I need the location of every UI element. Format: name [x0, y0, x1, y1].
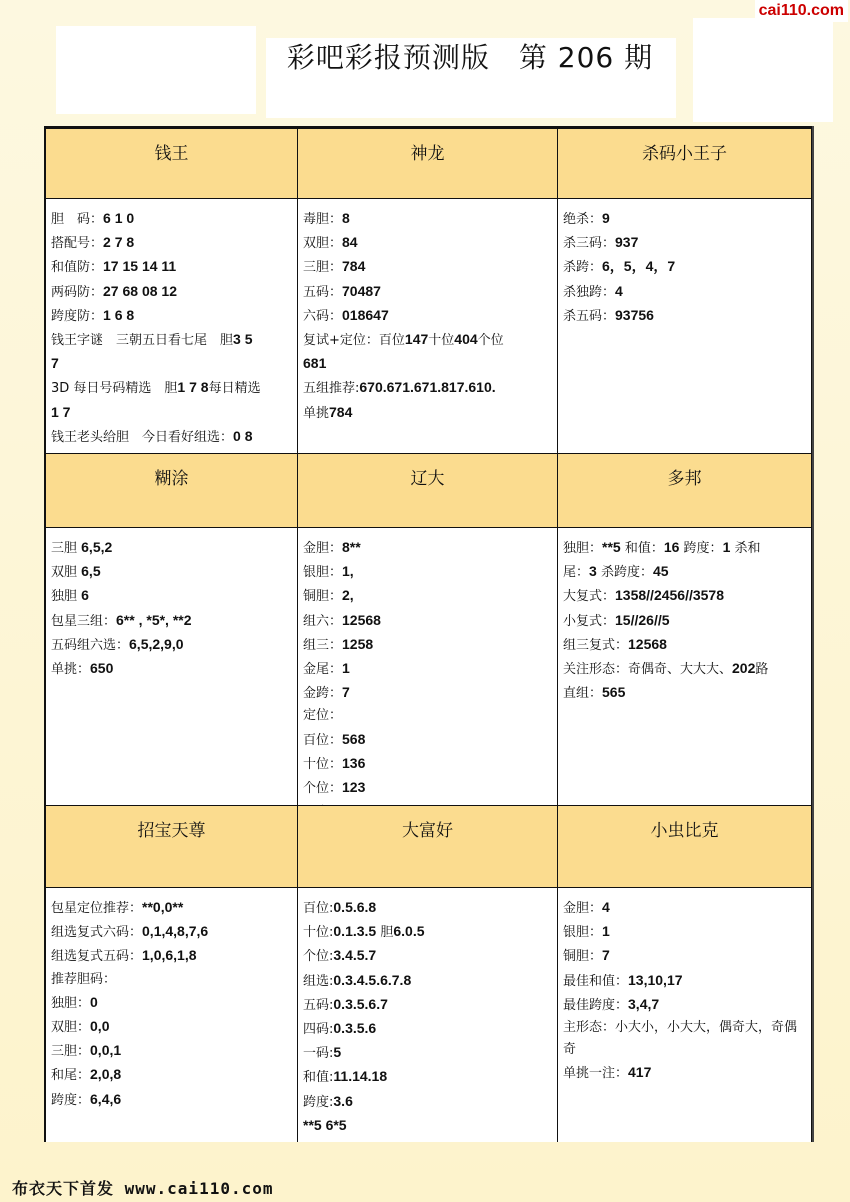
prediction-line: [303, 1065, 553, 1089]
line-label: 五码:: [303, 997, 334, 1013]
prediction-line: [51, 376, 293, 400]
line-label: 个位:: [303, 949, 334, 965]
line-label: 三胆：: [303, 260, 343, 276]
prediction-line: [303, 633, 553, 657]
prediction-line: [563, 560, 807, 584]
line-value: 937: [615, 234, 639, 251]
line-value: 45: [652, 563, 669, 580]
prediction-line: [303, 993, 553, 1017]
line-value: 6,5,2: [81, 539, 113, 555]
line-value: 1358//2456//3578: [615, 587, 725, 604]
prediction-line: [51, 920, 293, 944]
line-value: 202: [732, 660, 756, 677]
section-body: [298, 528, 558, 806]
section-header: 神龙: [298, 129, 558, 199]
line-value: 7: [51, 355, 59, 372]
section-body: [298, 199, 558, 454]
prediction-line: [51, 1088, 293, 1112]
prediction-line: [51, 657, 293, 681]
line-value: 6,4,6: [90, 1090, 122, 1107]
section-body: [298, 888, 558, 1142]
line-label: 金胆：: [563, 901, 603, 916]
prediction-line: [51, 609, 293, 633]
line-value: 1258: [342, 635, 374, 652]
prediction-line: [563, 207, 807, 231]
line-value: 3.4.5.7: [333, 947, 377, 964]
prediction-line: [303, 920, 553, 944]
line-value: 4: [615, 282, 623, 299]
line-value: 7: [342, 684, 350, 701]
prediction-line: [303, 1017, 553, 1041]
prediction-line: [51, 1015, 293, 1039]
prediction-line: [303, 752, 553, 776]
prediction-line: [563, 231, 807, 255]
line-label: 直组：: [563, 686, 603, 702]
line-value: 1 7 8: [177, 379, 209, 396]
line-label: 三胆: [51, 541, 82, 556]
line-label: 毒胆：: [303, 212, 343, 227]
line-label: 最佳跨度：: [563, 997, 629, 1013]
line-label: 和值：: [620, 541, 664, 556]
prediction-line: [563, 255, 807, 279]
line-label: 和尾：: [51, 1068, 91, 1084]
prediction-line: [51, 425, 293, 449]
line-value: 0.1.3.5: [333, 923, 377, 940]
prediction-line: [563, 584, 807, 608]
section-header: 招宝天尊: [46, 806, 298, 888]
line-value: 15//26//5: [615, 611, 670, 628]
prediction-line: [303, 255, 553, 279]
section-body: [46, 528, 298, 806]
line-value: 6,5,2,9,0: [129, 635, 184, 652]
line-label: 定位：: [303, 708, 343, 724]
line-value: 3 5: [233, 331, 253, 348]
section-header: 糊涂: [46, 454, 298, 528]
line-label: 铜胆：: [303, 589, 343, 605]
line-value: 6** , *5*, **2: [116, 611, 192, 628]
prediction-line: [563, 896, 807, 920]
line-label: 独胆：: [51, 995, 91, 1011]
line-value: 6 1 0: [103, 210, 135, 226]
prediction-line: [303, 1114, 553, 1138]
prediction-line: [51, 584, 293, 608]
line-value: 1 7: [51, 403, 71, 420]
line-label: 复试+定位：百位: [303, 333, 405, 349]
line-label: 十位: [428, 333, 455, 349]
prediction-line: [303, 536, 553, 560]
section-body: [558, 199, 811, 454]
line-value: 1: [342, 660, 350, 677]
line-value: 12568: [342, 611, 381, 628]
prediction-line: [303, 280, 553, 304]
line-value: 12568: [628, 635, 667, 652]
prediction-line: [563, 609, 807, 633]
line-value: 7: [602, 947, 610, 964]
prediction-line: [51, 1039, 293, 1063]
line-label: 跨度防：: [51, 308, 104, 324]
line-value: 93756: [615, 306, 654, 323]
line-value: 0.5.6.8: [333, 899, 377, 915]
prediction-line: [51, 896, 293, 920]
prediction-line: [303, 231, 553, 255]
line-value: 84: [342, 234, 358, 251]
line-label: 杀跨度：: [596, 565, 653, 581]
line-label: 金尾：: [303, 662, 343, 678]
line-value: 13,10,17: [628, 971, 683, 988]
line-label: 一码:: [303, 1046, 334, 1062]
line-label: 五组推荐:: [303, 381, 360, 397]
line-label: 3D 每日号码精选 胆: [51, 381, 178, 397]
line-value: 27 68 08 12: [103, 282, 177, 299]
line-value: 11.14.18: [333, 1068, 388, 1085]
line-value: 565: [602, 684, 626, 701]
line-value: 0 8: [233, 427, 253, 444]
line-value: 404: [454, 331, 478, 348]
prediction-line: [303, 1090, 553, 1114]
prediction-line: [51, 536, 293, 560]
line-value: 2,0,8: [90, 1066, 122, 1083]
table-shadow: [812, 126, 814, 1142]
line-value: 17 15 14 11: [103, 258, 177, 275]
line-value: 0,0,1: [90, 1042, 122, 1059]
line-value: 9: [602, 210, 610, 226]
line-label: 和值:: [303, 1070, 334, 1086]
prediction-line: [51, 633, 293, 657]
line-label: 百位:: [303, 901, 334, 916]
line-value: 568: [342, 730, 366, 747]
prediction-line: [303, 681, 553, 705]
line-label: 五码：: [303, 284, 343, 300]
line-label: 胆: [376, 925, 394, 941]
line-label: 个位：: [303, 781, 343, 797]
line-label: 跨度:: [303, 1094, 334, 1110]
prediction-line: [51, 401, 293, 425]
line-value: 0.3.4.5.6.7.8: [333, 971, 412, 988]
line-value: **5 6*5: [303, 1116, 347, 1133]
line-label: 组六：: [303, 613, 343, 629]
line-value: 1,0,6,1,8: [142, 947, 197, 964]
line-label: 组选复式五码：: [51, 949, 143, 965]
line-value: 5: [333, 1044, 342, 1061]
prediction-line: [51, 1063, 293, 1087]
line-label: 组三复式：: [563, 637, 629, 653]
line-label: 搭配号：: [51, 236, 104, 252]
prediction-line: [563, 944, 807, 968]
prediction-line: [563, 536, 807, 560]
section-body: [46, 888, 298, 1142]
line-label: 杀三码：: [563, 236, 616, 252]
line-value: 147: [404, 331, 429, 348]
line-label: 杀和: [730, 541, 761, 556]
prediction-line: [563, 280, 807, 304]
line-label: 百位：: [303, 732, 343, 748]
line-value: 0.3.5.6: [333, 1020, 377, 1037]
line-value: 0: [90, 993, 98, 1010]
line-value: 6.0.5: [393, 923, 425, 940]
line-value: 70487: [342, 282, 381, 299]
line-label: 四码:: [303, 1022, 334, 1038]
line-value: 2,: [342, 587, 354, 604]
line-label: 路: [755, 662, 769, 678]
prediction-line: [303, 304, 553, 328]
prediction-line: [51, 207, 293, 231]
section-body: [558, 888, 811, 1142]
line-value: 1: [602, 923, 610, 940]
line-label: 大复式：: [563, 589, 616, 605]
line-label: 钱王字谜 三朝五日看七尾 胆: [51, 333, 234, 349]
line-label: 五码组六选：: [51, 637, 130, 653]
line-label: 胆 码：: [51, 212, 104, 227]
line-label: 每日精选: [208, 381, 261, 397]
line-label: 双胆：: [51, 1020, 91, 1036]
prediction-line: [51, 352, 293, 376]
line-value: 16: [663, 539, 680, 555]
line-label: 杀独跨：: [563, 284, 616, 300]
prediction-line: [563, 969, 807, 993]
line-value: **0,0**: [142, 899, 184, 915]
line-label: 组选:: [303, 973, 334, 989]
prediction-line: [51, 304, 293, 328]
prediction-line: [303, 352, 553, 376]
prediction-line: [51, 255, 293, 279]
prediction-line: [563, 1017, 807, 1039]
white-panel-right: [693, 18, 833, 122]
line-label: 六码：: [303, 308, 343, 324]
line-label: 独胆：: [563, 541, 603, 556]
line-value: 3: [589, 563, 597, 580]
prediction-line: [51, 560, 293, 584]
prediction-line: [303, 401, 553, 425]
line-label: 最佳和值：: [563, 973, 629, 989]
prediction-line: [303, 776, 553, 800]
prediction-line: [303, 657, 553, 681]
line-label: 双胆: [51, 565, 82, 581]
line-value: 681: [303, 355, 327, 372]
line-label: 三胆：: [51, 1044, 91, 1060]
line-label: 单挑：: [51, 662, 91, 678]
prediction-line: [303, 969, 553, 993]
line-label: 金跨：: [303, 686, 343, 702]
line-value: 1 6 8: [103, 306, 135, 323]
line-label: 杀五码：: [563, 308, 616, 324]
section-body: [558, 528, 811, 806]
line-value: 018647: [342, 306, 389, 323]
section-header: 多邦: [558, 454, 811, 528]
line-value: 0,1,4,8,7,6: [142, 923, 209, 940]
prediction-line: [51, 991, 293, 1015]
line-label: 铜胆：: [563, 949, 603, 965]
line-label: 组选复式六码：: [51, 925, 143, 941]
footer-text: 布衣天下首发 www.cai110.com: [12, 1179, 274, 1198]
line-label: 绝杀：: [563, 212, 603, 227]
line-label: 推荐胆码：: [51, 971, 117, 987]
prediction-line: [563, 1039, 807, 1061]
line-value: 4: [602, 899, 610, 915]
line-value: 8**: [342, 539, 361, 555]
line-label: 金胆：: [303, 541, 343, 556]
section-header: 大富好: [298, 806, 558, 888]
prediction-line: [303, 584, 553, 608]
prediction-line: [303, 1041, 553, 1065]
prediction-line: [51, 944, 293, 968]
line-value: 670.671.671.817.610.: [359, 379, 496, 396]
prediction-line: [563, 657, 807, 681]
prediction-table: [44, 126, 812, 1142]
prediction-line: [303, 705, 553, 727]
section-header: 小虫比克: [558, 806, 811, 888]
line-label: 和值防：: [51, 260, 104, 276]
line-label: 小复式：: [563, 613, 616, 629]
line-value: 0.3.5.6.7: [333, 995, 388, 1012]
prediction-line: [563, 993, 807, 1017]
prediction-line: [303, 328, 553, 352]
line-label: 钱王老头给胆 今日看好组选：: [51, 429, 234, 445]
prediction-line: [51, 280, 293, 304]
line-label: 单挑一注：: [563, 1066, 629, 1082]
section-header: 辽大: [298, 454, 558, 528]
line-label: 两码防：: [51, 284, 104, 300]
prediction-line: [51, 969, 293, 991]
prediction-line: [51, 328, 293, 352]
prediction-line: [303, 376, 553, 400]
line-value: **5: [602, 539, 621, 555]
section-header: 钱王: [46, 129, 298, 199]
line-value: 3.6: [333, 1092, 353, 1109]
line-label: 银胆：: [563, 925, 603, 941]
prediction-line: [303, 560, 553, 584]
line-label: 跨度：: [51, 1092, 91, 1108]
prediction-line: [51, 231, 293, 255]
line-label: 组三：: [303, 637, 343, 653]
prediction-line: [303, 896, 553, 920]
white-panel-left: [56, 26, 256, 114]
line-label: 个位: [477, 333, 504, 349]
line-value: 0,0: [90, 1018, 110, 1035]
line-label: 奇: [563, 1042, 577, 1058]
line-value: 3,4,7: [628, 995, 660, 1012]
prediction-line: [563, 681, 807, 705]
line-value: 784: [329, 403, 353, 420]
line-label: 单挑: [303, 405, 330, 421]
prediction-line: [563, 920, 807, 944]
prediction-line: [563, 1061, 807, 1085]
line-label: 包星三组：: [51, 613, 117, 629]
prediction-line: [303, 944, 553, 968]
line-label: 杀跨：: [563, 260, 603, 276]
prediction-line: [563, 633, 807, 657]
line-value: 6，5，4，7: [602, 258, 676, 275]
line-value: 6: [81, 587, 89, 604]
prediction-line: [563, 304, 807, 328]
line-value: 123: [342, 779, 366, 796]
line-label: 双胆：: [303, 236, 343, 252]
line-value: 6,5: [81, 563, 101, 580]
line-value: 417: [628, 1064, 652, 1081]
prediction-line: [303, 609, 553, 633]
prediction-line: [303, 207, 553, 231]
line-label: 十位:: [303, 925, 334, 941]
line-value: 650: [90, 660, 114, 677]
line-value: 2 7 8: [103, 234, 135, 251]
line-value: 1,: [342, 563, 354, 580]
site-watermark[interactable]: cai110.com: [755, 0, 848, 22]
line-label: 包星定位推荐：: [51, 901, 143, 916]
page-title: 彩吧彩报预测版 第 206 期: [286, 41, 654, 74]
prediction-line: [303, 728, 553, 752]
line-value: 8: [342, 210, 350, 226]
line-label: 尾：: [563, 565, 590, 581]
line-label: 十位：: [303, 756, 343, 772]
line-value: 1: [722, 539, 731, 555]
line-label: 独胆: [51, 589, 82, 605]
line-label: 跨度：: [679, 541, 723, 556]
line-label: 主形态：小大小，小大大，偶奇大，奇偶: [563, 1020, 798, 1036]
section-body: [46, 199, 298, 454]
line-value: 784: [342, 258, 366, 275]
section-header: 杀码小王子: [558, 129, 811, 199]
line-value: 136: [342, 754, 366, 771]
line-label: 关注形态：奇偶奇、大大大、: [563, 662, 733, 678]
line-label: 银胆：: [303, 565, 343, 581]
